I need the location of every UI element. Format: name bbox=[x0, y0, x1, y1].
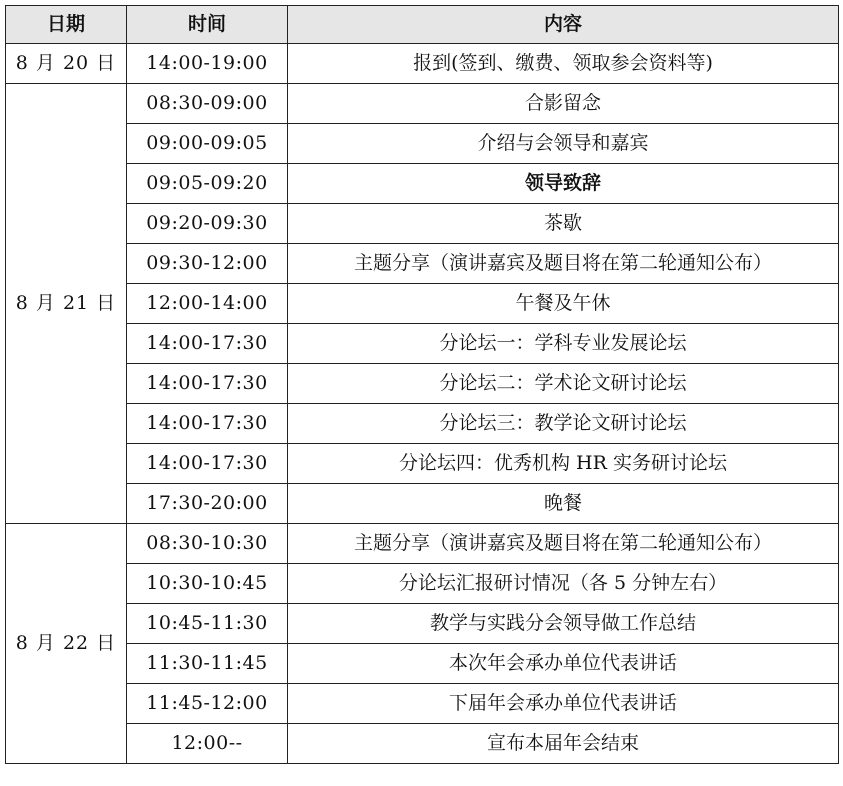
content-cell: 介绍与会领导和嘉宾 bbox=[288, 124, 839, 164]
table-row bbox=[6, 284, 839, 324]
time-cell: 08:30-09:00 bbox=[127, 84, 288, 124]
table-row bbox=[6, 244, 839, 284]
content-cell: 下届年会承办单位代表讲话 bbox=[288, 684, 839, 724]
table-row bbox=[6, 364, 839, 404]
content-cell: 合影留念 bbox=[288, 84, 839, 124]
table-row bbox=[6, 124, 839, 164]
content-cell: 主题分享（演讲嘉宾及题目将在第二轮通知公布） bbox=[288, 244, 839, 284]
table-row bbox=[6, 164, 839, 204]
time-cell: 09:30-12:00 bbox=[127, 244, 288, 284]
table-row bbox=[6, 644, 839, 684]
table-row bbox=[6, 604, 839, 644]
time-cell: 09:20-09:30 bbox=[127, 204, 288, 244]
content-cell: 茶歇 bbox=[288, 204, 839, 244]
content-cell: 分论坛四：优秀机构 HR 实务研讨论坛 bbox=[288, 444, 839, 484]
table-header bbox=[6, 6, 839, 44]
header-time: 时间 bbox=[127, 6, 288, 44]
table-row bbox=[6, 204, 839, 244]
content-cell: 宣布本届年会结束 bbox=[288, 724, 839, 764]
table-row bbox=[6, 724, 839, 764]
time-cell: 14:00-17:30 bbox=[127, 444, 288, 484]
table-row bbox=[6, 444, 839, 484]
header-content: 内容 bbox=[288, 6, 839, 44]
content-cell: 主题分享（演讲嘉宾及题目将在第二轮通知公布） bbox=[288, 524, 839, 564]
date-cell: 8 月 22 日 bbox=[6, 524, 127, 764]
table-row bbox=[6, 404, 839, 444]
time-cell: 09:05-09:20 bbox=[127, 164, 288, 204]
header-row bbox=[6, 6, 839, 44]
schedule-table bbox=[5, 5, 839, 764]
content-cell: 分论坛三：教学论文研讨论坛 bbox=[288, 404, 839, 444]
time-cell: 10:30-10:45 bbox=[127, 564, 288, 604]
table-body bbox=[6, 44, 839, 764]
time-cell: 17:30-20:00 bbox=[127, 484, 288, 524]
time-cell: 14:00-17:30 bbox=[127, 324, 288, 364]
content-cell: 报到(签到、缴费、领取参会资料等) bbox=[288, 44, 839, 84]
content-cell: 分论坛汇报研讨情况（各 5 分钟左右） bbox=[288, 564, 839, 604]
content-cell: 午餐及午休 bbox=[288, 284, 839, 324]
table-row bbox=[6, 484, 839, 524]
table-row bbox=[6, 564, 839, 604]
time-cell: 09:00-09:05 bbox=[127, 124, 288, 164]
time-cell: 14:00-17:30 bbox=[127, 404, 288, 444]
date-cell: 8 月 20 日 bbox=[6, 44, 127, 84]
table-row bbox=[6, 684, 839, 724]
time-cell: 11:30-11:45 bbox=[127, 644, 288, 684]
content-cell: 教学与实践分会领导做工作总结 bbox=[288, 604, 839, 644]
time-cell: 12:00-- bbox=[127, 724, 288, 764]
content-cell: 领导致辞 bbox=[288, 164, 839, 204]
content-cell: 晚餐 bbox=[288, 484, 839, 524]
time-cell: 08:30-10:30 bbox=[127, 524, 288, 564]
time-cell: 14:00-19:00 bbox=[127, 44, 288, 84]
date-cell: 8 月 21 日 bbox=[6, 84, 127, 524]
header-date: 日期 bbox=[6, 6, 127, 44]
time-cell: 11:45-12:00 bbox=[127, 684, 288, 724]
time-cell: 12:00-14:00 bbox=[127, 284, 288, 324]
table-row bbox=[6, 524, 839, 564]
time-cell: 10:45-11:30 bbox=[127, 604, 288, 644]
table-row bbox=[6, 44, 839, 84]
content-cell: 分论坛二：学术论文研讨论坛 bbox=[288, 364, 839, 404]
table-row bbox=[6, 84, 839, 124]
time-cell: 14:00-17:30 bbox=[127, 364, 288, 404]
content-cell: 本次年会承办单位代表讲话 bbox=[288, 644, 839, 684]
content-cell: 分论坛一：学科专业发展论坛 bbox=[288, 324, 839, 364]
table-row bbox=[6, 324, 839, 364]
